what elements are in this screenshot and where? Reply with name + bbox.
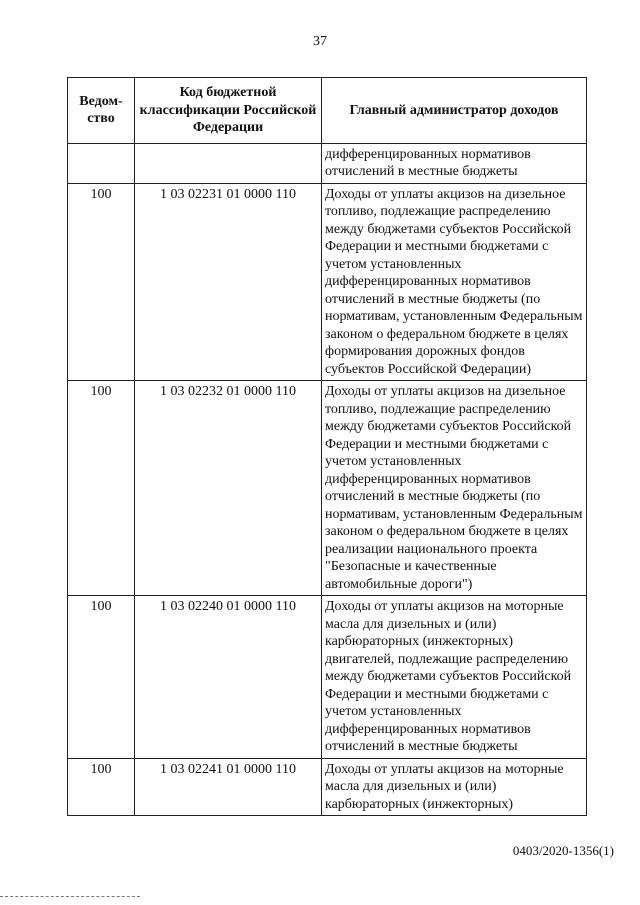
header-department: Ведом-ство bbox=[68, 78, 135, 144]
department-cell: 100 bbox=[68, 381, 135, 596]
department-cell: 100 bbox=[68, 183, 135, 381]
revenue-description-cell: Доходы от уплаты акцизов на моторные масла для дизельных и (или) карбюраторных (инжекторных) bbox=[322, 758, 587, 816]
department-cell: 100 bbox=[68, 758, 135, 816]
page-number: 37 bbox=[313, 34, 327, 49]
table-row bbox=[68, 596, 587, 759]
budget-code-cell: 1 03 02231 01 0000 110 bbox=[135, 183, 322, 381]
budget-code-cell: 1 03 02240 01 0000 110 bbox=[135, 596, 322, 759]
table-row bbox=[68, 381, 587, 596]
scan-artifact-line bbox=[0, 896, 140, 899]
document-registration-code: 0403/2020-1356(1) bbox=[512, 843, 614, 858]
header-revenue-administrator: Главный администратор доходов bbox=[322, 78, 587, 144]
budget-classification-table bbox=[67, 77, 587, 816]
department-cell bbox=[68, 143, 135, 183]
table-header-row bbox=[68, 78, 587, 144]
budget-code-cell: 1 03 02232 01 0000 110 bbox=[135, 381, 322, 596]
revenue-description-cell: дифференцированных нормативов отчислений в местные бюджеты bbox=[322, 143, 587, 183]
header-budget-code: Код бюджетной классификации Российской Федерации bbox=[135, 78, 322, 144]
table-row bbox=[68, 758, 587, 816]
department-cell: 100 bbox=[68, 596, 135, 759]
table-row bbox=[68, 183, 587, 381]
revenue-description-cell: Доходы от уплаты акцизов на моторные масла для дизельных и (или) карбюраторных (инжекторных) двигателей, подлежащие распределению между бюджетами субъектов Российской Федерации и местными бюджетами с учетом установленных дифференцированных нормативов отчислений в местные бюджеты bbox=[322, 596, 587, 759]
table-row bbox=[68, 143, 587, 183]
revenue-description-cell: Доходы от уплаты акцизов на дизельное топливо, подлежащие распределению между бюджетами субъектов Российской Федерации и местными бюджетами с учетом установленных дифференцированных нормативов отчислений в местные бюджеты (по нормативам, установленным Федеральным законом о федеральном бюджете в целях формирования дорожных фондов субъектов Российской Федерации) bbox=[322, 183, 587, 381]
budget-code-cell bbox=[135, 143, 322, 183]
revenue-description-cell: Доходы от уплаты акцизов на дизельное топливо, подлежащие распределению между бюджетами субъектов Российской Федерации и местными бюджетами с учетом установленных дифференцированных нормативов отчислений в местные бюджеты (по нормативам, установленным Федеральным законом о федеральном бюджете в целях реализации национального проекта "Безопасные и качественные автомобильные дороги") bbox=[322, 381, 587, 596]
budget-code-cell: 1 03 02241 01 0000 110 bbox=[135, 758, 322, 816]
